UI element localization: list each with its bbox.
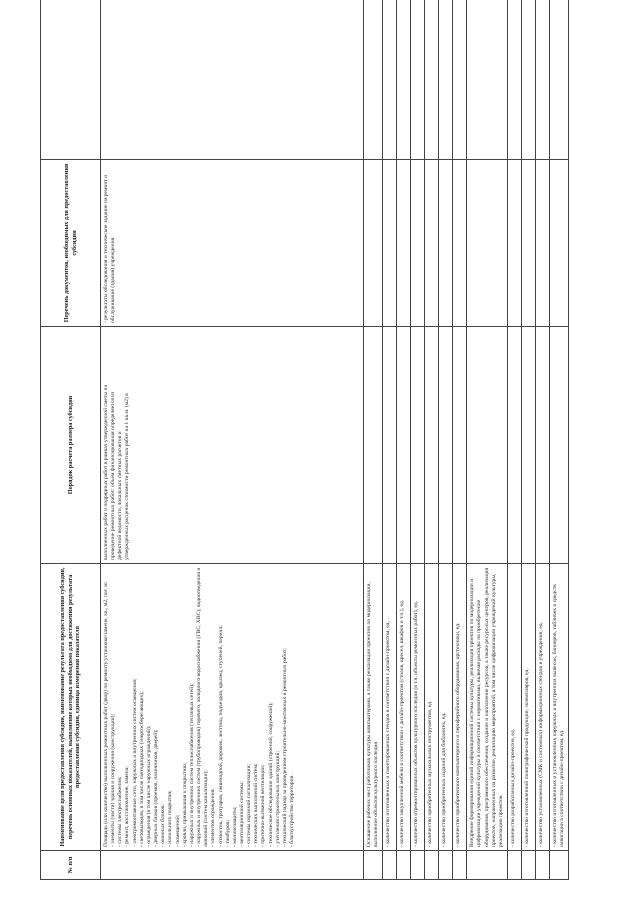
table-row	[536, 0, 550, 880]
empty-cell	[383, 851, 397, 880]
table-row	[550, 0, 569, 880]
goal-line: - отмосток, тротуаров, пешеходной, дорожек, лестниц, подъездов, крылец, ступеней, перилл;	[217, 625, 224, 847]
empty-cell	[467, 160, 508, 327]
empty-cell	[453, 327, 467, 564]
empty-cell	[522, 327, 536, 564]
empty-cell	[508, 160, 522, 327]
table-row	[411, 0, 425, 880]
goal-cell: - количество приобретенного компьютерного и периферийного оборудования, оргтехники, ед.	[453, 564, 467, 851]
empty-cell	[508, 0, 522, 160]
table-row	[467, 0, 508, 880]
goal-cell: - количество изготовленных и установленных наружных и внутренних вывесок, баннеров, табличек и средств навигации в соответствии с дизайн-проектом, ед.	[550, 564, 569, 851]
goal-cell: - количество изготовленной полиграфической продукции, экземпляров, ед.	[522, 564, 536, 851]
empty-cell	[425, 160, 439, 327]
empty-cell	[439, 160, 453, 327]
table-header-row	[41, 0, 101, 880]
goal-line: - наружных и внутренних систем (трубопроводов) горячего, холодного водоснабжения (ГВС, ХВС), водоотведения и ливневой (систем канализации);	[196, 567, 210, 847]
header-documents: Перечень документов, необходимых для предоставления субсидии	[41, 160, 101, 327]
goal-cell: - количество установленных (СМК и системных) информационных стендов в учреждении, ед.	[536, 564, 550, 851]
goal-line: Площадь (или количество) выполненных ремонтных работ (двор) по ремонту/установке/замене, кв., м2, пог. м:	[103, 581, 109, 847]
goal-cell: Оснащение рабочих мест работников культуры компьютерами, а также реализация проектов по модернизации, выполнение объектов культурного наследия	[364, 564, 383, 851]
goal-line: - системы охранной сигнализации;	[246, 763, 253, 847]
empty-cell	[536, 851, 550, 880]
goal-line: - тамбуров;	[224, 819, 231, 847]
goal-line: - электромонтажные сети, наружных и внутренних систем освещения;	[131, 678, 138, 847]
table-row	[508, 0, 522, 880]
empty-cell	[397, 0, 411, 160]
empty-cell	[453, 0, 467, 160]
empty-cell	[550, 851, 569, 880]
empty-cell	[467, 0, 508, 160]
header-calculation: Порядок расчета размера субсидии	[41, 327, 101, 564]
goal-line: - приточно-вытяжной вентиляции;	[260, 764, 267, 847]
empty-cell	[364, 0, 383, 160]
empty-cell	[453, 851, 467, 880]
goal-line: - системы электроснабжения;	[117, 776, 124, 847]
goal-cell	[101, 564, 364, 851]
goal-cell: - количество закупленной мебели в соответствии с дизайн-проектом (столов, кресел, шкафов и т.п.), ед.	[397, 564, 411, 851]
empty-cell	[411, 160, 425, 327]
table-row	[439, 0, 453, 880]
empty-cell	[467, 327, 508, 564]
empty-cell	[397, 851, 411, 880]
empty-cell	[411, 327, 425, 564]
goal-line: - помещений;	[174, 814, 181, 847]
empty-cell	[425, 0, 439, 160]
calculation-cell	[101, 327, 364, 564]
goal-cell: - количество отремонтированных объектов культурного наследия (в т.ч. объекты ремонтных работ), ед.	[411, 564, 425, 851]
empty-cell	[397, 327, 411, 564]
row-number-cell	[101, 851, 364, 880]
goal-line: - напольного покрытия;	[167, 790, 174, 847]
empty-cell	[397, 160, 411, 327]
empty-cell	[439, 0, 453, 160]
goal-line: - ограждения (в том числе наружных ограждений);	[145, 725, 152, 847]
goal-line: - оконных блоков;	[160, 804, 167, 847]
empty-cell	[439, 327, 453, 564]
header-goal: Наименование цели предоставления субсидии, наименование результата предоставления субсидии, перечень основных показателей, выполнение которых необходимо для достижения результата предоставления субсидии, единица измерения показателя	[41, 564, 101, 851]
goal-line: - элементов ограждения;	[210, 788, 217, 847]
calculation-line: выполненных работ и подрядных работ в рамках утвержденной сметы на	[103, 385, 109, 560]
table-row	[383, 0, 397, 880]
empty-cell	[411, 0, 425, 160]
table-row	[364, 0, 383, 880]
documents-cell	[101, 160, 364, 327]
goal-line: - дверных блоков (проемов, наличников, дверей);	[153, 729, 160, 847]
goal-cell: - количество приобретенных изданий для библиотек, ед.	[439, 564, 453, 851]
empty-cell	[550, 160, 569, 327]
goal-line: - благоустройство территории.	[289, 774, 296, 847]
calculation-line: дефектной ведомости, локальных сметных расчетов и	[117, 431, 124, 560]
documents-line: - результаты обследования и техническое задание на ремонт и обслуживание (здания) учреждения	[103, 174, 117, 323]
calculation-line: проведение ремонтных работ: объем финансирования определяется из	[110, 391, 117, 560]
goal-line: - технический надзор за проведением строительно-монтажных и ремонтных работ;	[281, 648, 288, 847]
empty-cell	[383, 0, 397, 160]
empty-cell	[364, 851, 383, 880]
empty-cell	[536, 327, 550, 564]
goal-line: - утепления строительных конструкций;	[274, 750, 281, 847]
empty-cell	[536, 160, 550, 327]
goal-cell: - количество разработанных дизайн-проектов, ед.	[508, 564, 522, 851]
goal-line: - кровли, примыкания к покрытию;	[181, 762, 188, 847]
empty-cell	[508, 327, 522, 564]
calculation-line: утвержденных расценок стоимости ремонтных работ на 1 кв.м. (м2) в	[124, 393, 131, 560]
goal-cell: Внедрение формирования единой информационной системы культуры, реализация проектов по модернизации и цифровизации учреждений культуры в соответствии с нормативами, включая расходы на приобретение оборудования, программного обеспечения, создание и наполнение ресурсов, а также ресурсных центров, реализация проектов, направленных на развитие, реализацию мероприятий, в том числе цифровизации учреждений культуры, реализацию проектов	[467, 564, 508, 851]
goal-line: - наружных и внутренних систем теплоснабжения (тепловых сетей);	[188, 683, 195, 847]
empty-cell	[508, 851, 522, 880]
empty-cell	[453, 160, 467, 327]
table-row	[522, 0, 536, 880]
goal-line: - ремонт, восстановление, замена;	[124, 766, 131, 847]
goal-line: - элементы (части) здания и сооружения (конструкции);	[110, 713, 117, 847]
empty-cell	[425, 327, 439, 564]
goal-cell: - количество приобретенных музыкальных инструментов, ед.	[425, 564, 439, 851]
goal-line: - техническое обследование зданий (строений, сооружений);	[267, 702, 274, 847]
empty-cell	[383, 160, 397, 327]
goal-line: - вентиляционной системы;	[238, 781, 245, 847]
goal-line: - световыводов, в том числе светодиодных (энергосберегающих);	[138, 691, 145, 847]
empty-cell	[550, 0, 569, 160]
table-row	[397, 0, 411, 880]
rotated-table-canvas	[40, 20, 620, 880]
goal-line: - технических выполнений систем;	[253, 763, 260, 847]
extra-cell	[101, 0, 364, 160]
table-row	[425, 0, 439, 880]
table-row	[453, 0, 467, 880]
empty-cell	[467, 851, 508, 880]
empty-cell	[522, 160, 536, 327]
goal-line: - молниезащиты;	[231, 806, 238, 847]
empty-cell	[364, 160, 383, 327]
empty-cell	[439, 851, 453, 880]
empty-cell	[383, 327, 397, 564]
header-extra	[41, 0, 101, 160]
table-row-main	[101, 0, 364, 880]
empty-cell	[425, 851, 439, 880]
empty-cell	[364, 327, 383, 564]
empty-cell	[411, 851, 425, 880]
empty-cell	[536, 0, 550, 160]
empty-cell	[522, 0, 536, 160]
empty-cell	[550, 327, 569, 564]
empty-cell	[522, 851, 536, 880]
subsidy-table	[40, 0, 569, 880]
header-number: № п/п	[41, 851, 101, 880]
goal-cell: - количество изготовленных и смонтированных стендов в соответствии с дизайн-проектом, ед.	[383, 564, 397, 851]
